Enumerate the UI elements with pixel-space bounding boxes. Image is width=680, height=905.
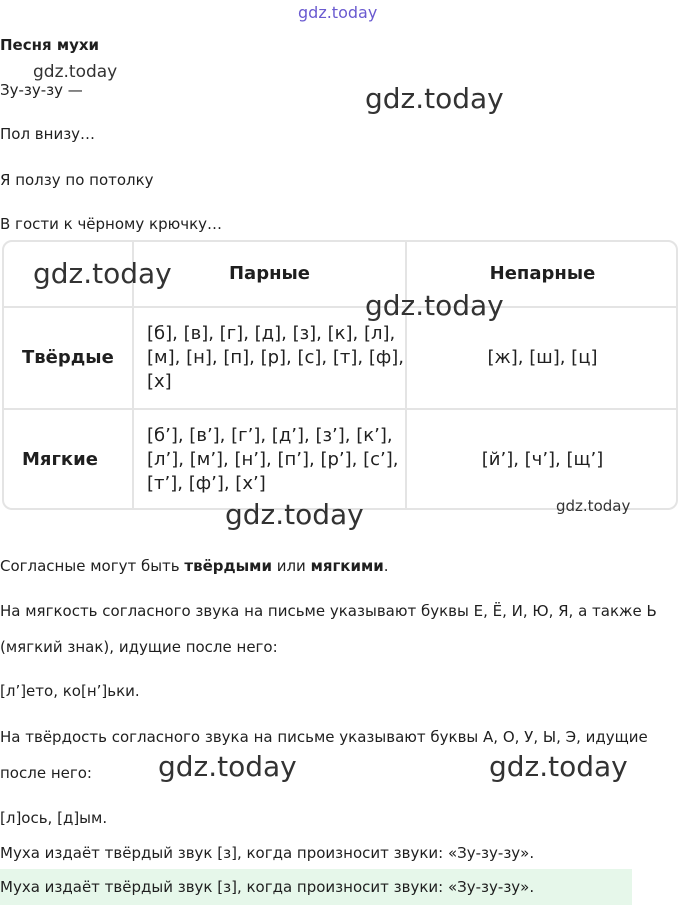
unpaired-hard: [ж], [ш], [ц] [487,347,598,368]
text-segment: Согласные могут быть [0,557,185,575]
watermark: gdz.today [556,497,631,515]
paragraph-hardness-cont: после него: [0,764,92,782]
header-unpaired: Непарные [489,263,596,284]
watermark: gdz.today [33,62,118,82]
header-paired: Парные [228,263,311,284]
watermark: gdz.today [225,498,364,531]
paired-hard-cell [147,308,405,408]
paragraph-hardness: На твёрдость согласного звука на письме указывают буквы А, О, У, Ы, Э, идущие [0,728,648,746]
paired-soft-line: [б’], [в’], [г’], [д’], [з’], [к’], [147,425,393,446]
unpaired-soft: [й’], [ч’], [щ’] [481,449,604,470]
paragraph-consonants [0,556,389,576]
paired-hard-line: [х] [147,371,172,392]
poem-line: В гости к чёрному крючку… [0,215,223,233]
watermark: gdz.today [158,750,297,783]
paired-soft-line: [т’], [ф’], [х’] [147,473,266,494]
watermark: gdz.today [365,82,504,115]
row-label-soft: Мягкие [22,449,98,470]
text-segment: . [383,557,389,575]
term-soft: мягкими [310,557,384,575]
term-hard: твёрдыми [184,557,272,575]
paragraph-softness-cont: (мягкий знак), идущие после него: [0,638,278,656]
poem-line: Зу-зу-зу — [0,81,83,99]
poem-line: Я ползу по потолку [0,171,154,189]
paired-hard-line: [м], [н], [п], [р], [с], [т], [ф], [147,347,405,368]
conclusion-text: Муха издаёт твёрдый звук [з], когда произносит звуки: «Зу-зу-зу». [0,844,535,862]
watermark: gdz.today [489,750,628,783]
poem-title: Песня мухи [0,36,100,54]
paired-soft-line: [л’], [м’], [н’], [п’], [р’], [с’], [147,449,399,470]
watermark: gdz.today [33,257,172,290]
paired-hard-line: [б], [в], [г], [д], [з], [к], [л], [147,323,396,344]
watermark: gdz.today [365,289,504,322]
watermark-top: gdz.today [298,3,378,22]
paired-soft-cell [147,410,405,510]
poem-line: Пол внизу… [0,125,96,143]
paragraph-softness: На мягкость согласного звука на письме указывают буквы Е, Ё, И, Ю, Я, а также Ь [0,602,657,620]
row-label-hard: Твёрдые [22,347,114,368]
text-segment: или [271,557,311,575]
example-soft: [л’]ето, ко[н’]ьки. [0,682,140,700]
example-hard: [л]ось, [д]ым. [0,809,108,827]
answer-text: Муха издаёт твёрдый звук [з], когда произносит звуки: «Зу-зу-зу». [0,878,535,896]
